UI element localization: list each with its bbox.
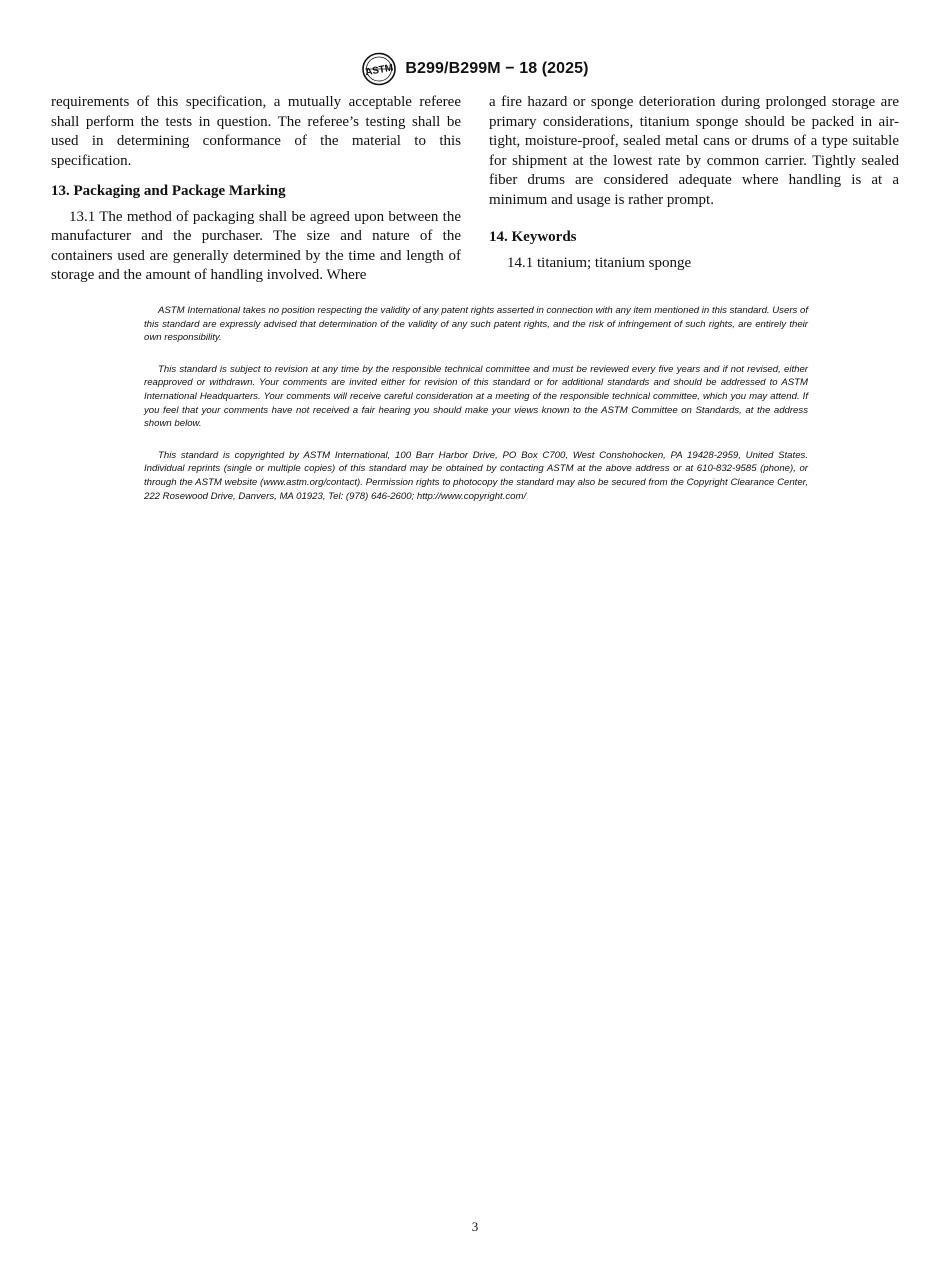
page-header — [0, 52, 950, 86]
svg-text:ASTM: ASTM — [364, 62, 395, 79]
patent-notice: ASTM International takes no position respecting the validity of any patent rights asserted in connection with any item mentioned in this standard. Users of this standard are expressly advised that determination of the validity of any such patent rights, and the risk of infringement of such rights, are entirely their own responsibility. — [144, 305, 808, 344]
legal-notices — [144, 304, 808, 521]
section-14-heading: 14. Keywords — [489, 229, 577, 245]
section-14-1-paragraph: 14.1 titanium; titanium sponge — [507, 254, 692, 271]
astm-logo-icon — [361, 52, 397, 86]
copyright-notice: This standard is copyrighted by ASTM International, 100 Barr Harbor Drive, PO Box C700, West Conshohocken, PA 19428-2959, United States. Individual reprints (single or multiple copies) of this standard may be obtained by contacting ASTM at the above address or at 610-832-9585 (phone), or through the ASTM website (www.astm.org/contact). Permission rights to photocopy the standard may also be secured from the Copyright Clearance Center, 222 Rosewood Drive, Danvers, MA 01923, Tel: (978) 646-2600; http://www.copyright.com/ — [144, 449, 808, 502]
revision-notice: This standard is subject to revision at any time by the responsible technical committee and must be reviewed every five years and if not revised, either reapproved or withdrawn. Your comments are invited either for revision of this standard or for additional standards and should be addressed to ASTM International Headquarters. Your comments will receive careful consideration at a meeting of the responsible technical committee, which you may attend. If you feel that your comments have not received a fair hearing you should make your views known to the ASTM Committee on Standards, at the address shown below. — [144, 363, 808, 430]
standard-designation: B299/B299M − 18 (2025) — [405, 60, 589, 77]
section-13-1-paragraph: 13.1 The method of packaging shall be agreed upon between the manufacturer and the purchaser. The size and nature of the containers used are generally determined by the time and length of storage and the amount of handling involved. Where — [51, 208, 461, 283]
page-number: 3 — [471, 1219, 479, 1234]
right-column — [489, 93, 899, 273]
left-column — [51, 93, 461, 286]
right-continuation-paragraph: a fire hazard or sponge deterioration during prolonged storage are primary considerations, titanium sponge should be packed in air-tight, moisture-proof, sealed metal cans or drums of a type suitable for shipment at the lowest rate by common carrier. Tightly sealed fiber drums are considered adequate where handling is at a minimum and usage is rather prompt. — [489, 94, 899, 208]
left-continuation-paragraph: requirements of this specification, a mutually acceptable referee shall perform the tests in question. The referee’s testing shall be used in determining conformance of the material to this specification. — [51, 94, 461, 169]
section-13-heading: 13. Packaging and Package Marking — [51, 183, 286, 199]
